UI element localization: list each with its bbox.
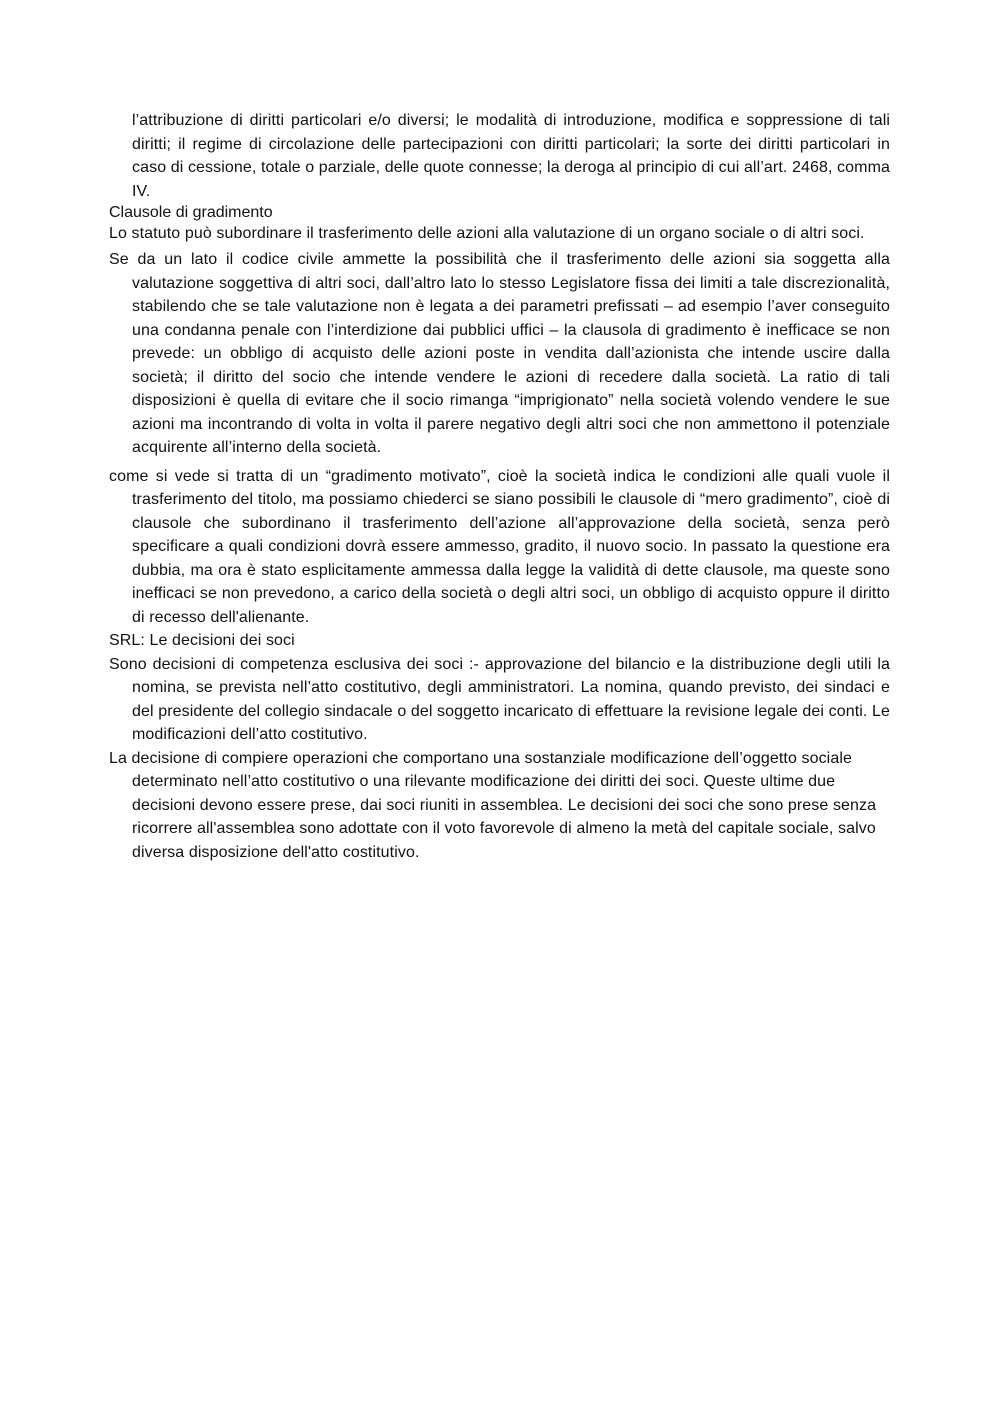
document-body: [109, 109, 890, 864]
section-heading-clausole-gradimento: Clausole di gradimento: [109, 204, 273, 221]
paragraph-diritti-particolari: l’attribuzione di diritti particolari e/o diversi; le modalità di introduzione, modifica e soppressione di tali diritti; il regime di circolazione delle partecipazioni con diritti particolari; la sorte dei diritti particolari in caso di cessione, totale o parziale, delle quote connesse; la deroga al principio di cui all’art. 2468, comma IV.: [132, 112, 891, 200]
paragraph-decisione-operazioni: La decisione di compiere operazioni che comportano una sostanziale modificazione dell’oggetto sociale determinato nell’atto costitutivo o una rilevante modificazione dei diritti dei soci. Queste ultime due decisioni devono essere prese, dai soci riuniti in assemblea. Le decisioni dei soci che sono prese senza ricorrere all'assemblea sono adottate con il voto favorevole di almeno la metà del capitale sociale, salvo diversa disposizione dell'atto costitutivo.: [109, 749, 877, 861]
paragraph-gradimento-motivato: come si vede si tratta di un “gradimento motivato”, cioè la società indica le condizioni alle quali vuole il trasferimento del titolo, ma possiamo chiederci se siano possibili le clausole di “mero gradimento”, cioè di clausole che subordinano il trasferimento dell’azione all’approvazione della società, senza però specificare a quali condizioni dovrà essere ammesso, gradito, il nuovo socio. In passato la questione era dubbia, ma ora è stato esplicitamente ammessa dalla legge la validità di dette clausole, ma queste sono inefficaci se non prevedono, a carico della società o degli altri soci, un obbligo di acquisto oppure il diritto di recesso dell'alienante.: [109, 467, 890, 626]
paragraph-statuto: Lo statuto può subordinare il trasferimento delle azioni alla valutazione di un organo sociale o di altri soci.: [109, 225, 865, 242]
section-heading-decisioni-soci: SRL: Le decisioni dei soci: [109, 632, 295, 649]
paragraph-competenza-esclusiva: Sono decisioni di competenza esclusiva dei soci :- approvazione del bilancio e la distribuzione degli utili la nomina, se prevista nell’atto costitutivo, degli amministratori. La nomina, quando previsto, dei sindaci e del presidente del collegio sindacale o del soggetto incaricato di effettuare la revisione legale dei conti. Le modificazioni dell’atto costitutivo.: [109, 655, 890, 743]
paragraph-codice-civile: Se da un lato il codice civile ammette la possibilità che il trasferimento delle azioni sia soggetta alla valutazione soggettiva di altri soci, dall’altro lato lo stesso Legislatore fissa dei limiti a tale discrezionalità, stabilendo che se tale valutazione non è legata a dei parametri prefissati – ad esempio l’aver conseguito una condanna penale con l’interdizione dai pubblici uffici – la clausola di gradimento è inefficace se non prevede: un obbligo di acquisto delle azioni poste in vendita dall’azionista che intende uscire dalla società; il diritto del socio che intende vendere le azioni di recedere dalla società. La ratio di tali disposizioni è quella di evitare che il socio rimanga “imprigionato” nella società volendo vendere le sue azioni ma incontrando di volta in volta il parere negativo degli altri soci che non ammettono il potenziale acquirente all’interno della società.: [109, 251, 890, 456]
